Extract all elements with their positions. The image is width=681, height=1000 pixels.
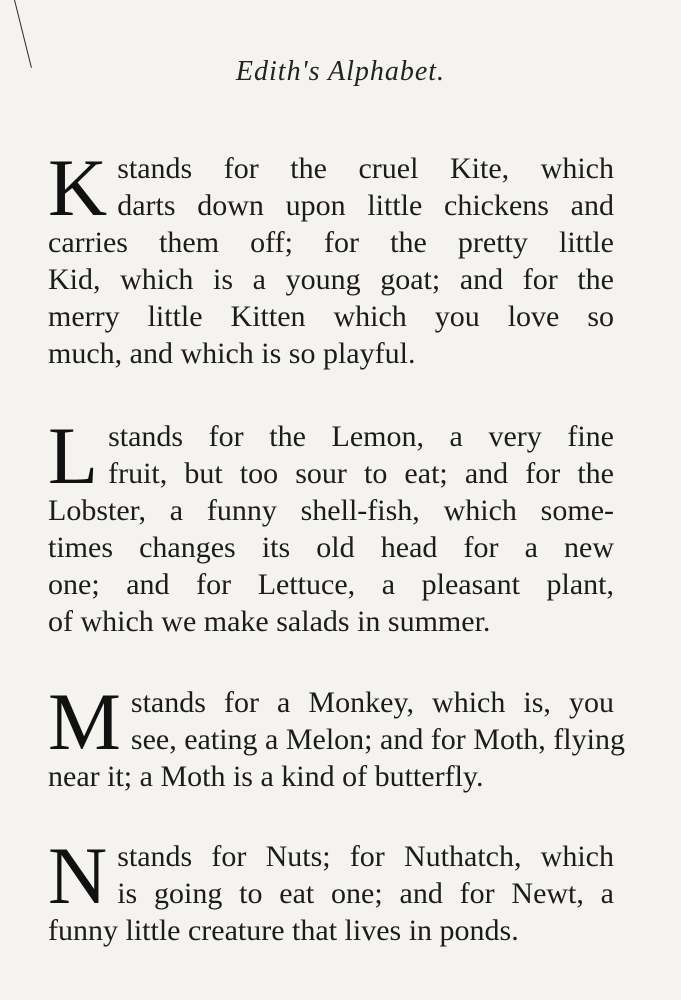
paragraph-line: near it; a Moth is a kind of butterfly. <box>48 760 484 793</box>
paragraph-line: carries them off; for the pretty little <box>48 226 614 259</box>
paragraph-line: stands for the cruel Kite, which <box>117 152 614 185</box>
paragraph-m <box>48 676 625 795</box>
paragraph-line: one; and for Lettuce, a pleasant plant, <box>48 568 614 601</box>
paragraph-l <box>48 410 614 640</box>
paragraph-line: is going to eat one; and for Newt, a <box>117 877 614 910</box>
paragraph-line: much, and which is so playful. <box>48 337 416 370</box>
paragraph-line: fruit, but too sour to eat; and for the <box>108 457 614 490</box>
paragraph-line: stands for the Lemon, a very fine <box>108 420 614 453</box>
drop-cap-n: N <box>48 830 108 921</box>
paragraph-line: of which we make salads in summer. <box>48 605 491 638</box>
paragraph-line: darts down upon little chickens and <box>117 189 614 222</box>
paragraph-line: stands for a Monkey, which is, you <box>130 686 614 719</box>
paragraph-line: stands for Nuts; for Nuthatch, which <box>117 840 614 873</box>
paragraph-line: merry little Kitten which you love so <box>48 300 614 333</box>
paragraph-n <box>48 830 614 949</box>
drop-cap-l: L <box>48 410 99 501</box>
paragraph-line: Lobster, a funny shell-fish, which some- <box>48 494 614 527</box>
paragraph-k <box>48 142 614 372</box>
paragraph-line: funny little creature that lives in ponds. <box>48 914 519 947</box>
paragraph-line: times changes its old head for a new <box>48 531 614 564</box>
paragraph-line: Kid, which is a young goat; and for the <box>48 263 614 296</box>
drop-cap-m: M <box>48 676 121 767</box>
paragraph-line: see, eating a Melon; and for Moth, flying <box>130 723 625 756</box>
drop-cap-k: K <box>48 142 108 233</box>
page-title: Edith's Alphabet. <box>235 56 446 87</box>
